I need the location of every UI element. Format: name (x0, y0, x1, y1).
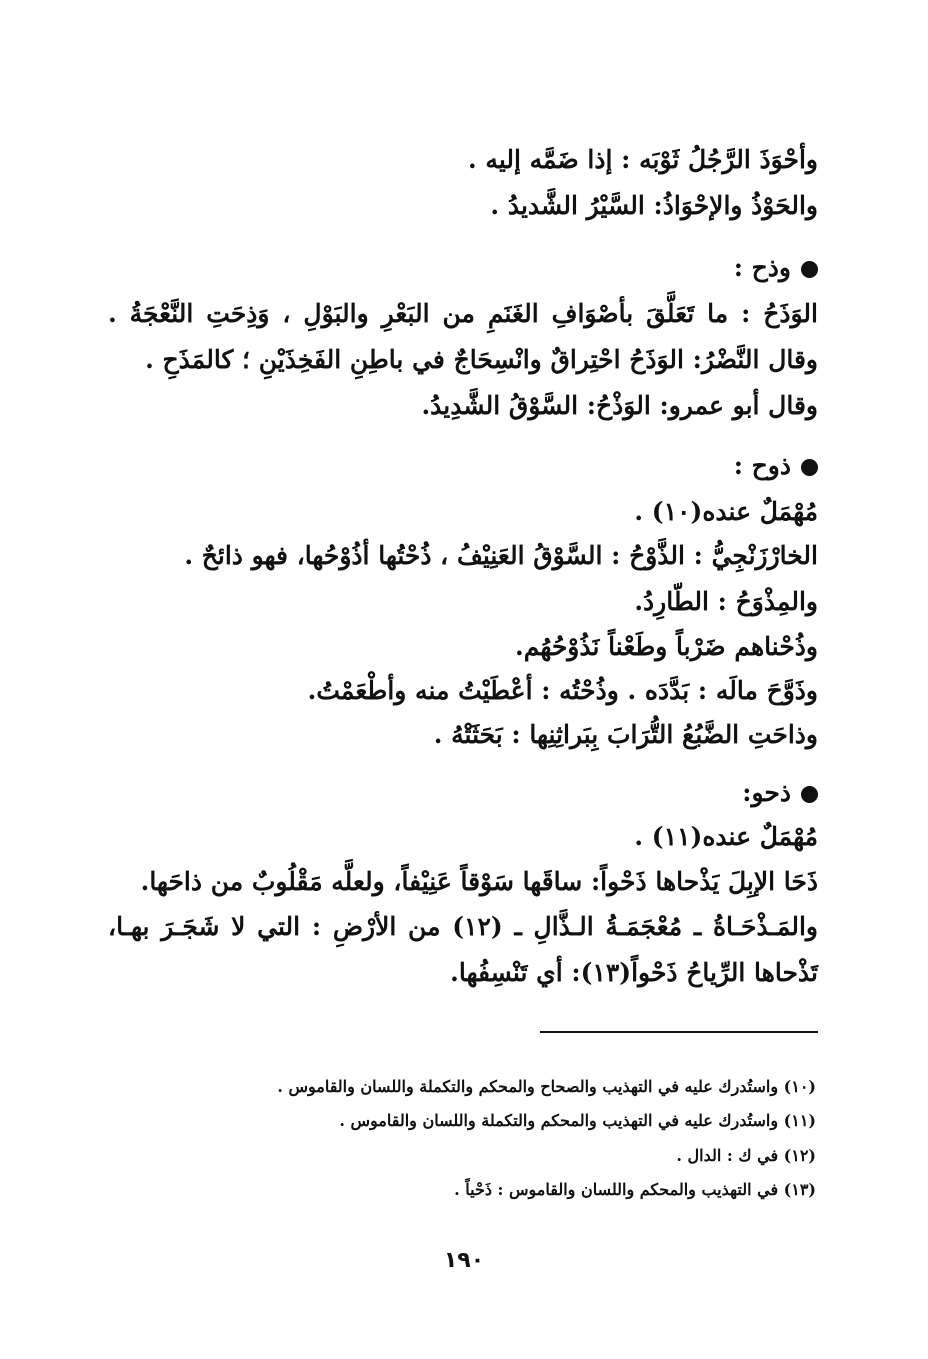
entry-line: الوَذَحُ : ما تَعَلَّقَ بأصْوَافِ الغَنَمِ من البَعْرِ والبَوْلِ ، وَذِحَتِ النَّعْجَةُ . (108, 299, 818, 328)
footnote: (١٠) واستُدرك عليه في التهذيب والصحاح والمحكم والتكملة واللسان والقاموس . (277, 1077, 816, 1096)
entry-line: وذُحْناهم ضَرْباً وطَعْناً نَذُوْحُهُم. (514, 632, 818, 661)
entry-heading-wadh (734, 248, 818, 288)
bullet-icon (801, 786, 818, 803)
footnote: (١١) واستُدرك عليه في التهذيب والمحكم والتكملة واللسان والقاموس . (339, 1111, 816, 1130)
footnote: (١٢) في ك : الدال . (676, 1146, 816, 1165)
bullet-icon (801, 459, 818, 476)
entry-line: وقال النَّضْرُ: الوَذَحُ احْتِراقٌ وانْسِحَاجٌ في باطِنِ الفَخِذَيْنِ ؛ كالمَذَحِ . (145, 345, 818, 374)
entry-line: وذَوَّحَ مالَه : بَدَّدَه . وذُحْتُه : أعْطَيْتُ منه وأطْعَمْتُ. (307, 676, 818, 705)
entry-heading-label: وذح : (733, 253, 791, 282)
entry-heading-label: ذوح : (733, 451, 791, 480)
entry-line: وذاحَتِ الضَّبُعُ التُّرَابَ بِبَراثِنِها : بَحَثَتْهُ . (433, 720, 818, 749)
entry-heading-label: ذحو: (742, 778, 791, 807)
page-number: ١٩٠ (443, 1248, 485, 1273)
entry-line: والمَـذْحَـاةُ ـ مُعْجَمَـةُ الـذَّالِ ـ (١٢) من الأرْضِ : التي لا شَجَـرَ بهـا، (108, 912, 818, 941)
entry-line: ذَحَا الإبِلَ يَذْحاها ذَحْواً: ساقَها سَوْقاً عَنِيْفاً، ولعلَّه مَقْلُوبٌ من ذاحَها. (140, 867, 818, 896)
footnote-separator (540, 1031, 818, 1033)
entry-line: الخارْزَنْجِيُّ : الذَّوْحُ : السَّوْقُ العَنِيْفُ ، ذُحْتُها أذُوْحُها، فهو ذائحٌ . (184, 541, 818, 570)
bullet-icon (801, 261, 818, 278)
entry-line: والمِذْوَحُ : الطّارِدُ. (634, 587, 818, 616)
intro-line-2: والحَوْذُ والإحْوَاذُ: السَّيْرُ الشَّديدُ . (490, 191, 818, 220)
entry-line: مُهْمَلٌ عنده(١١) . (634, 822, 818, 851)
entry-line: وقال أبو عمرو: الوَذْحُ: السَّوْقُ الشَّدِيدُ. (421, 391, 818, 420)
intro-line-1: وأحْوَذَ الرَّجُلُ ثَوْبَه : إذا ضَمَّه إليه . (468, 145, 818, 174)
footnote: (١٣) في التهذيب والمحكم واللسان والقاموس : ذَحْياً . (454, 1180, 816, 1199)
entry-line: تَذْحاها الرِّياحُ ذَحْواً(١٣): أي تَنْسِفُها. (450, 958, 818, 987)
entry-heading-dhahw (742, 773, 818, 813)
entry-heading-dhawh (734, 446, 818, 486)
entry-line: مُهْمَلٌ عنده(١٠) . (634, 497, 818, 526)
